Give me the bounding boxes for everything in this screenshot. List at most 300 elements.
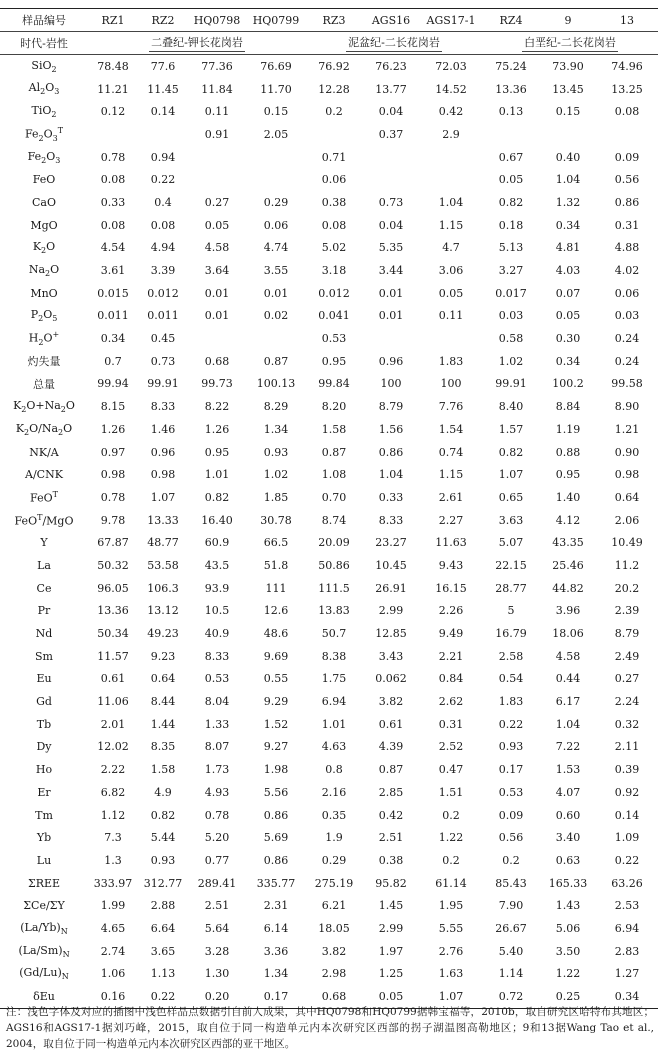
- table-cell: [188, 146, 246, 169]
- table-cell: 63.26: [611, 876, 643, 890]
- table-cell: 8.84: [555, 400, 581, 414]
- table-cell: 1.04: [555, 173, 581, 187]
- table-cell: [246, 146, 306, 169]
- table-cell: 4.94: [150, 241, 176, 255]
- table-cell: 78.48: [97, 59, 129, 73]
- table-cell: 0.56: [498, 831, 524, 845]
- table-cell: 8.33: [204, 649, 230, 663]
- table-cell: 7.3: [104, 831, 122, 845]
- table-row: [0, 191, 658, 214]
- table-cell: 7.76: [438, 400, 464, 414]
- table-cell: 1.04: [378, 468, 404, 482]
- table-cell: 20.2: [614, 581, 640, 595]
- table-cell: 0.78: [100, 490, 126, 504]
- table-row: [0, 826, 658, 849]
- table-cell: 7.22: [555, 740, 581, 754]
- table-cell: 1.52: [263, 717, 289, 731]
- table-cell: 0.42: [438, 105, 464, 119]
- table-cell: 0.01: [378, 286, 404, 300]
- table-cell: 0.05: [362, 985, 420, 1008]
- table-cell: 1.21: [614, 422, 640, 436]
- table-cell: 5.13: [498, 241, 524, 255]
- table-cell: 2.99: [378, 604, 404, 618]
- table-cell: 3.50: [555, 944, 581, 958]
- geochem-data-table: [0, 8, 658, 1009]
- table-row: [0, 804, 658, 827]
- table-cell: 99.84: [318, 377, 350, 391]
- table-cell: 61.14: [435, 876, 467, 890]
- table-cell: 13.45: [552, 82, 584, 96]
- table-cell: 0.93: [150, 853, 176, 867]
- table-cell: 1.58: [321, 422, 347, 436]
- table-cell: 51.8: [263, 558, 289, 572]
- table-cell: 14.52: [435, 82, 467, 96]
- table-cell: 30.78: [260, 513, 292, 527]
- row-label: A/CNK: [25, 468, 63, 482]
- table-cell: 1.45: [378, 899, 404, 913]
- table-cell: 0.82: [150, 808, 176, 822]
- header-sample-id: 13: [596, 9, 658, 32]
- era-group-label: 二叠纪-钾长花岗岩: [149, 35, 245, 52]
- row-label: Yb: [36, 831, 52, 845]
- table-cell: 2.26: [438, 604, 464, 618]
- table-cell: 6.17: [555, 695, 581, 709]
- table-cell: 0.06: [263, 218, 289, 232]
- table-cell: 50.34: [97, 627, 129, 641]
- table-cell: 0.88: [555, 445, 581, 459]
- table-row: [0, 509, 658, 532]
- table-cell: 1.56: [378, 422, 404, 436]
- table-cell: 3.96: [555, 604, 581, 618]
- table-cell: 13.33: [147, 513, 179, 527]
- table-cell: 0.04: [378, 218, 404, 232]
- table-cell: 2.31: [263, 899, 289, 913]
- table-row: [0, 146, 658, 169]
- table-cell: 13.77: [375, 82, 407, 96]
- table-cell: 0.24: [614, 332, 640, 346]
- table-cell: 99.58: [611, 377, 643, 391]
- table-cell: 0.17: [498, 763, 524, 777]
- table-cell: 0.87: [321, 445, 347, 459]
- table-cell: 0.67: [498, 150, 524, 164]
- table-cell: 8.29: [263, 400, 289, 414]
- table-cell: 0.37: [378, 127, 404, 141]
- table-cell: 0.53: [498, 785, 524, 799]
- table-cell: 1.07: [420, 985, 482, 1008]
- table-cell: 11.63: [435, 536, 467, 550]
- table-cell: 111: [265, 581, 287, 595]
- table-cell: 3.18: [321, 264, 347, 278]
- table-cell: 16.15: [435, 581, 467, 595]
- table-cell: 0.93: [498, 740, 524, 754]
- table-row: [0, 622, 658, 645]
- table-cell: [188, 168, 246, 191]
- table-cell: 0.98: [614, 468, 640, 482]
- table-cell: 0.08: [150, 218, 176, 232]
- table-cell: 1.57: [498, 422, 524, 436]
- table-cell: 0.68: [204, 354, 230, 368]
- table-cell: 2.74: [100, 944, 126, 958]
- table-cell: 9.69: [263, 649, 289, 663]
- table-cell: 2.88: [150, 899, 176, 913]
- table-cell: 0.8: [325, 763, 343, 777]
- table-cell: 0.17: [246, 985, 306, 1008]
- table-cell: 0.16: [88, 985, 138, 1008]
- table-cell: 2.83: [614, 944, 640, 958]
- table-cell: 8.20: [321, 400, 347, 414]
- row-label: $Al_2O_3$: [28, 81, 60, 97]
- table-cell: 1.32: [555, 195, 581, 209]
- row-label: SiO$_2$: [31, 58, 57, 74]
- table-row: [0, 600, 658, 623]
- table-cell: 0.041: [318, 309, 350, 323]
- table-row: [0, 237, 658, 260]
- table-cell: 100: [380, 377, 402, 391]
- table-cell: 1.01: [321, 717, 347, 731]
- table-cell: 0.012: [147, 286, 179, 300]
- table-cell: [188, 327, 246, 350]
- table-cell: 1.07: [498, 468, 524, 482]
- table-cell: 4.9: [154, 785, 172, 799]
- table-cell: 333.97: [93, 876, 133, 890]
- table-cell: 12.85: [375, 627, 407, 641]
- table-row: [0, 78, 658, 101]
- table-cell: [362, 146, 420, 169]
- table-cell: 1.98: [263, 763, 289, 777]
- table-cell: 3.40: [555, 831, 581, 845]
- table-cell: 5.07: [498, 536, 524, 550]
- row-label: $Fe_2O_3^T$: [24, 125, 64, 143]
- table-cell: 0.35: [321, 808, 347, 822]
- table-cell: 0.70: [321, 490, 347, 504]
- table-cell: 0.05: [438, 286, 464, 300]
- table-cell: 5.20: [204, 831, 230, 845]
- table-cell: 2.76: [438, 944, 464, 958]
- table-cell: 49.23: [147, 627, 179, 641]
- table-cell: 2.01: [100, 717, 126, 731]
- table-cell: 0.29: [263, 195, 289, 209]
- table-row: [0, 373, 658, 396]
- table-cell: 6.94: [614, 921, 640, 935]
- table-cell: 1.95: [438, 899, 464, 913]
- table-cell: 0.2: [502, 853, 520, 867]
- table-row: [0, 395, 658, 418]
- table-cell: 2.51: [378, 831, 404, 845]
- table-cell: 85.43: [495, 876, 527, 890]
- table-cell: 4.12: [555, 513, 581, 527]
- table-cell: 0.22: [498, 717, 524, 731]
- table-cell: 77.6: [150, 59, 176, 73]
- table-row: [0, 214, 658, 237]
- table-cell: 4.74: [263, 241, 289, 255]
- table-cell: 111.5: [318, 581, 350, 595]
- table-cell: 26.91: [375, 581, 407, 595]
- table-cell: 0.95: [204, 445, 230, 459]
- table-row: [0, 577, 658, 600]
- table-cell: 2.11: [614, 740, 640, 754]
- row-label: 灼失量: [27, 355, 61, 369]
- table-cell: 48.6: [263, 627, 289, 641]
- table-cell: 1.14: [498, 967, 524, 981]
- row-label: La: [37, 558, 51, 572]
- table-cell: 1.09: [614, 831, 640, 845]
- table-cell: 0.61: [378, 717, 404, 731]
- table-cell: 1.53: [555, 763, 581, 777]
- table-cell: 0.30: [555, 332, 581, 346]
- table-cell: 5.35: [378, 241, 404, 255]
- table-cell: 0.01: [378, 309, 404, 323]
- row-label: Tb: [36, 717, 52, 731]
- row-label: Gd: [36, 695, 52, 709]
- table-cell: 43.35: [552, 536, 584, 550]
- table-row: [0, 894, 658, 917]
- table-cell: 0.94: [150, 150, 176, 164]
- table-row: [0, 55, 658, 78]
- row-label: $(Gd/Lu)_N$: [19, 966, 69, 982]
- table-cell: 0.011: [147, 309, 179, 323]
- row-label: Ho: [35, 763, 53, 777]
- table-cell: 99.73: [201, 377, 233, 391]
- table-cell: 76.69: [260, 59, 292, 73]
- header-sample-id: RZ1: [88, 9, 138, 32]
- table-cell: 0.22: [614, 853, 640, 867]
- table-row: [0, 282, 658, 305]
- table-cell: 2.61: [438, 490, 464, 504]
- table-cell: 5.69: [263, 831, 289, 845]
- table-cell: 100.2: [552, 377, 584, 391]
- row-label: FeO$^T$/MgO: [14, 512, 74, 528]
- table-cell: 1.44: [150, 717, 176, 731]
- row-label: MnO: [30, 286, 58, 300]
- table-cell: 3.06: [438, 264, 464, 278]
- table-cell: 2.21: [438, 649, 464, 663]
- table-cell: 3.36: [263, 944, 289, 958]
- table-cell: 1.13: [150, 967, 176, 981]
- table-cell: [540, 123, 596, 146]
- table-cell: 0.82: [498, 195, 524, 209]
- table-cell: 4.63: [321, 740, 347, 754]
- table-cell: [420, 168, 482, 191]
- table-cell: 0.44: [555, 672, 581, 686]
- table-cell: 1.27: [614, 967, 640, 981]
- table-cell: 1.01: [204, 468, 230, 482]
- table-cell: 0.54: [498, 672, 524, 686]
- table-cell: 2.99: [378, 921, 404, 935]
- table-cell: 3.39: [150, 264, 176, 278]
- table-cell: 0.08: [100, 218, 126, 232]
- table-cell: 6.94: [321, 695, 347, 709]
- table-row: [0, 554, 658, 577]
- table-cell: 4.65: [100, 921, 126, 935]
- table-cell: 0.32: [614, 717, 640, 731]
- table-cell: 8.04: [204, 695, 230, 709]
- table-cell: 0.77: [204, 853, 230, 867]
- table-cell: 0.14: [150, 105, 176, 119]
- era-label: 时代-岩性: [0, 32, 88, 55]
- table-cell: 11.57: [97, 649, 129, 663]
- table-cell: 1.02: [263, 468, 289, 482]
- table-cell: 0.18: [498, 218, 524, 232]
- table-cell: 0.87: [378, 763, 404, 777]
- table-cell: 0.56: [614, 173, 640, 187]
- table-cell: 6.64: [150, 921, 176, 935]
- table-cell: 0.062: [375, 672, 407, 686]
- row-label: Er: [37, 785, 51, 799]
- table-row: [0, 645, 658, 668]
- table-cell: 0.015: [97, 286, 129, 300]
- table-cell: 1.22: [438, 831, 464, 845]
- table-cell: 1.04: [438, 195, 464, 209]
- table-cell: 0.05: [555, 309, 581, 323]
- table-cell: 1.51: [438, 785, 464, 799]
- table-cell: 18.06: [552, 627, 584, 641]
- table-cell: 4.39: [378, 740, 404, 754]
- table-cell: 0.07: [555, 286, 581, 300]
- table-cell: 100.13: [256, 377, 296, 391]
- table-cell: 8.35: [150, 740, 176, 754]
- table-cell: 0.38: [378, 853, 404, 867]
- table-cell: 0.31: [614, 218, 640, 232]
- table-cell: 3.82: [378, 695, 404, 709]
- table-cell: 1.40: [555, 490, 581, 504]
- table-cell: [482, 123, 540, 146]
- table-cell: 0.08: [100, 173, 126, 187]
- table-cell: 1.99: [100, 899, 126, 913]
- table-cell: 1.12: [100, 808, 126, 822]
- table-cell: 0.90: [614, 445, 640, 459]
- table-cell: 0.45: [150, 332, 176, 346]
- table-cell: 2.58: [498, 649, 524, 663]
- table-cell: 67.87: [97, 536, 129, 550]
- table-row: [0, 758, 658, 781]
- row-label: CaO: [32, 195, 56, 209]
- table-cell: 0.34: [555, 218, 581, 232]
- row-label: Nd: [35, 627, 53, 641]
- table-cell: 11.84: [201, 82, 233, 96]
- table-cell: 1.15: [438, 218, 464, 232]
- table-cell: 0.2: [325, 105, 343, 119]
- table-cell: 5.06: [555, 921, 581, 935]
- table-cell: 1.34: [263, 422, 289, 436]
- row-label: $P_2O_5$: [30, 308, 58, 324]
- table-cell: 8.38: [321, 649, 347, 663]
- table-cell: 72.03: [435, 59, 467, 73]
- table-row: [0, 713, 658, 736]
- table-cell: 1.9: [325, 831, 343, 845]
- row-label: Sm: [35, 649, 53, 663]
- table-cell: 0.01: [204, 286, 230, 300]
- table-cell: 16.79: [495, 627, 527, 641]
- table-cell: 0.27: [204, 195, 230, 209]
- table-cell: 48.77: [147, 536, 179, 550]
- table-cell: 3.63: [498, 513, 524, 527]
- table-cell: 1.3: [104, 853, 122, 867]
- table-cell: 2.53: [614, 899, 640, 913]
- table-cell: 0.33: [378, 490, 404, 504]
- table-cell: 0.74: [438, 445, 464, 459]
- table-cell: 9.49: [438, 627, 464, 641]
- table-cell: 0.97: [100, 445, 126, 459]
- table-cell: 0.47: [438, 763, 464, 777]
- table-cell: 11.70: [260, 82, 292, 96]
- table-cell: 1.15: [438, 468, 464, 482]
- table-cell: 2.62: [438, 695, 464, 709]
- table-cell: 0.86: [263, 853, 289, 867]
- table-cell: 1.25: [378, 967, 404, 981]
- table-cell: 2.98: [321, 967, 347, 981]
- table-cell: 106.3: [147, 581, 179, 595]
- header-sample-id: RZ3: [306, 9, 362, 32]
- table-cell: 76.23: [375, 59, 407, 73]
- table-cell: 0.78: [100, 150, 126, 164]
- table-cell: 0.20: [188, 985, 246, 1008]
- table-cell: 0.22: [138, 985, 188, 1008]
- table-cell: 3.55: [263, 264, 289, 278]
- table-cell: 1.75: [321, 672, 347, 686]
- table-cell: 335.77: [256, 876, 296, 890]
- table-cell: 0.93: [263, 445, 289, 459]
- table-row: [0, 441, 658, 464]
- table-cell: 4.02: [614, 264, 640, 278]
- table-cell: 0.03: [498, 309, 524, 323]
- table-cell: 0.65: [498, 490, 524, 504]
- table-cell: 13.12: [147, 604, 179, 618]
- table-cell: 0.34: [596, 985, 658, 1008]
- row-label: TiO$_2$: [31, 104, 57, 120]
- table-cell: 3.82: [321, 944, 347, 958]
- table-cell: 4.7: [442, 241, 460, 255]
- table-cell: 9.29: [263, 695, 289, 709]
- table-cell: 0.05: [204, 218, 230, 232]
- table-cell: 1.07: [150, 490, 176, 504]
- table-cell: 2.51: [204, 899, 230, 913]
- table-row: [0, 872, 658, 895]
- table-cell: 9.43: [438, 558, 464, 572]
- table-cell: 2.49: [614, 649, 640, 663]
- row-label: Lu: [36, 853, 52, 867]
- table-cell: 2.05: [263, 127, 289, 141]
- table-row: [0, 100, 658, 123]
- table-cell: 44.82: [552, 581, 584, 595]
- table-cell: 10.45: [375, 558, 407, 572]
- table-cell: 2.85: [378, 785, 404, 799]
- table-cell: 4.58: [555, 649, 581, 663]
- table-row: [0, 917, 658, 940]
- table-cell: 0.31: [438, 717, 464, 731]
- table-row: [0, 463, 658, 486]
- row-label: $(La/Sm)_N$: [18, 943, 70, 959]
- table-cell: 0.06: [614, 286, 640, 300]
- table-cell: 0.06: [321, 173, 347, 187]
- table-cell: 0.09: [498, 808, 524, 822]
- row-label: $K_2O/Na_2O$: [15, 421, 73, 437]
- table-cell: 1.33: [204, 717, 230, 731]
- header-sample-id: HQ0798: [188, 9, 246, 32]
- table-cell: 73.90: [552, 59, 584, 73]
- table-cell: 0.53: [321, 332, 347, 346]
- table-cell: 8.33: [150, 400, 176, 414]
- table-cell: 1.73: [204, 763, 230, 777]
- table-row: [0, 259, 658, 282]
- table-cell: 3.61: [100, 264, 126, 278]
- table-cell: 3.65: [150, 944, 176, 958]
- table-cell: 5.44: [150, 831, 176, 845]
- table-cell: 0.04: [378, 105, 404, 119]
- table-cell: 4.81: [555, 241, 581, 255]
- table-cell: 0.91: [204, 127, 230, 141]
- header-sample-id: RZ2: [138, 9, 188, 32]
- table-cell: 43.5: [204, 558, 230, 572]
